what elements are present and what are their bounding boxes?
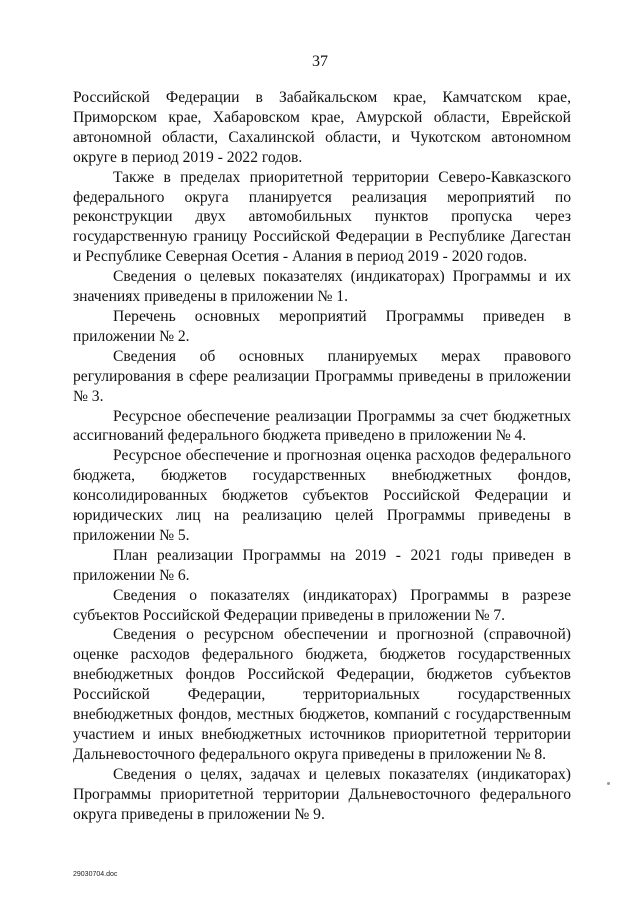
paragraph-appendix-7: Сведения о показателях (индикаторах) Программы в разрезе субъектов Российской Федерации приведены в приложении № 7. [73, 586, 571, 624]
paragraph-appendix-6: План реализации Программы на 2019 - 2021 годы приведен в приложении № 6. [73, 546, 571, 584]
paragraph-appendix-2: Перечень основных мероприятий Программы приведен в приложении № 2. [73, 307, 571, 345]
paragraph-appendix-5: Ресурсное обеспечение и прогнозная оценка расходов федерального бюджета, бюджетов государственных внебюджетных фондов, консолидированных бюджетов субъектов Российской Федерации и юридических лиц на реализацию целей Программы приведены в приложении № 5. [73, 447, 571, 544]
paragraph-continuation: Российской Федерации в Забайкальском крае, Камчатском крае, Приморском крае, Хабаровском крае, Амурской области, Еврейской автономной области, Сахалинской области, и Чукотском автономном округе в период 2019 - 2022 годов. [73, 89, 571, 166]
paragraph-north-caucasus: Также в пределах приоритетной территории Северо-Кавказского федерального округа планируется реализация мероприятий по реконструкции двух автомобильных пунктов пропуска через государственную границу Российской Федерации в Республике Дагестан и Республике Северная Осетия - Алания в период 2019 - 2020 годов. [73, 168, 571, 266]
document-body [73, 88, 571, 825]
page-number: 37 [312, 53, 328, 70]
footer-filename: 29030704.doc [73, 871, 118, 878]
paragraph-appendix-1: Сведения о целевых показателях (индикаторах) Программы и их значениях приведены в приложении № 1. [73, 268, 571, 306]
scan-speck [607, 782, 610, 785]
paragraph-appendix-3: Сведения об основных планируемых мерах правового регулирования в сфере реализации Программы приведены в приложении № 3. [73, 347, 571, 405]
paragraph-appendix-9: Сведения о целях, задачах и целевых показателях (индикаторах) Программы приоритетной территории Дальневосточного федерального округа приведены в приложении № 9. [73, 765, 571, 823]
paragraph-appendix-8: Сведения о ресурсном обеспечении и прогнозной (справочной) оценке расходов федерального бюджета, бюджетов государственных внебюджетных фондов Российской Федерации, бюджетов субъектов Российской Федерации, территориальных государственных внебюджетных фондов, местных бюджетов, компаний с государственным участием и иных внебюджетных источников приоритетной территории Дальневосточного федерального округа приведены в приложении № 8. [73, 626, 571, 763]
paragraph-appendix-4: Ресурсное обеспечение реализации Программы за счет бюджетных ассигнований федерального бюджета приведено в приложении № 4. [73, 407, 571, 445]
